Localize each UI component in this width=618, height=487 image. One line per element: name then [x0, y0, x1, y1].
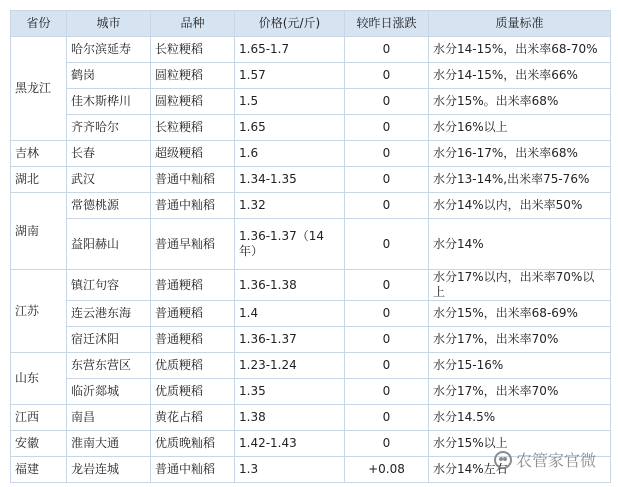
- change-cell: 0: [345, 353, 429, 379]
- price-cell: 1.35: [235, 379, 345, 405]
- price-cell: 1.36-1.37: [235, 327, 345, 353]
- change-cell: 0: [345, 115, 429, 141]
- city-cell: 哈尔滨延寿: [67, 37, 151, 63]
- table-row: [11, 353, 611, 379]
- change-cell: 0: [345, 37, 429, 63]
- price-cell: 1.38: [235, 405, 345, 431]
- variety-cell: 圆粒粳稻: [151, 89, 235, 115]
- quality-cell: 水分15-16%: [429, 353, 611, 379]
- variety-cell: 超级粳稻: [151, 141, 235, 167]
- province-cell: 福建: [11, 457, 67, 483]
- price-cell: 1.23-1.24: [235, 353, 345, 379]
- province-cell: 黑龙江: [11, 37, 67, 141]
- quality-cell: 水分14.5%: [429, 405, 611, 431]
- price-cell: 1.65: [235, 115, 345, 141]
- table-row: [11, 219, 611, 270]
- quality-cell: 水分17%，出米率70%: [429, 327, 611, 353]
- table-row: [11, 115, 611, 141]
- variety-cell: 普通中籼稻: [151, 167, 235, 193]
- city-cell: 南昌: [67, 405, 151, 431]
- price-cell: 1.65-1.7: [235, 37, 345, 63]
- table-row: [11, 141, 611, 167]
- quality-cell: 水分15%。出米率68%: [429, 89, 611, 115]
- table-row: [11, 270, 611, 301]
- city-cell: 宿迁沭阳: [67, 327, 151, 353]
- quality-cell: 水分15%，出米率68-69%: [429, 301, 611, 327]
- variety-cell: 圆粒粳稻: [151, 63, 235, 89]
- header-change: 较昨日涨跌: [345, 11, 429, 37]
- city-cell: 连云港东海: [67, 301, 151, 327]
- city-cell: 齐齐哈尔: [67, 115, 151, 141]
- table-row: [11, 379, 611, 405]
- price-cell: 1.42-1.43: [235, 431, 345, 457]
- change-cell: 0: [345, 379, 429, 405]
- variety-cell: 普通中籼稻: [151, 193, 235, 219]
- quality-cell: 水分14-15%，出米率66%: [429, 63, 611, 89]
- header-province: 省份: [11, 11, 67, 37]
- table-row: [11, 301, 611, 327]
- variety-cell: 普通中籼稻: [151, 457, 235, 483]
- price-cell: 1.5: [235, 89, 345, 115]
- change-cell: 0: [345, 63, 429, 89]
- variety-cell: 优质粳稻: [151, 353, 235, 379]
- change-cell: 0: [345, 405, 429, 431]
- table-row: [11, 431, 611, 457]
- change-cell: 0: [345, 89, 429, 115]
- header-price: 价格(元/斤): [235, 11, 345, 37]
- quality-cell: 水分14%: [429, 219, 611, 270]
- table-row: [11, 167, 611, 193]
- quality-cell: 水分14%以内，出米率50%: [429, 193, 611, 219]
- variety-cell: 优质晚籼稻: [151, 431, 235, 457]
- change-cell: 0: [345, 193, 429, 219]
- price-cell: 1.6: [235, 141, 345, 167]
- city-cell: 武汉: [67, 167, 151, 193]
- table-row: [11, 63, 611, 89]
- province-cell: 湖北: [11, 167, 67, 193]
- variety-cell: 黄花占稻: [151, 405, 235, 431]
- province-cell: 湖南: [11, 193, 67, 270]
- price-cell: 1.34-1.35: [235, 167, 345, 193]
- city-cell: 龙岩连城: [67, 457, 151, 483]
- table-row: [11, 327, 611, 353]
- quality-cell: 水分14%左右: [429, 457, 611, 483]
- variety-cell: 优质粳稻: [151, 379, 235, 405]
- watermark-text: 农管家官微: [515, 451, 596, 470]
- quality-cell: 水分14-15%，出米率68-70%: [429, 37, 611, 63]
- quality-cell: 水分16-17%，出米率68%: [429, 141, 611, 167]
- table-row: [11, 405, 611, 431]
- city-cell: 淮南大通: [67, 431, 151, 457]
- price-cell: 1.4: [235, 301, 345, 327]
- city-cell: 佳木斯桦川: [67, 89, 151, 115]
- city-cell: 东营东营区: [67, 353, 151, 379]
- table-row: [11, 193, 611, 219]
- change-cell: +0.08: [345, 457, 429, 483]
- quality-cell: 水分17%以内，出米率70%以上: [429, 270, 611, 301]
- variety-cell: 长粒粳稻: [151, 115, 235, 141]
- city-cell: 益阳赫山: [67, 219, 151, 270]
- change-cell: 0: [345, 327, 429, 353]
- city-cell: 鹤岗: [67, 63, 151, 89]
- quality-cell: 水分15%以上: [429, 431, 611, 457]
- header-variety: 品种: [151, 11, 235, 37]
- variety-cell: 普通粳稻: [151, 327, 235, 353]
- change-cell: 0: [345, 270, 429, 301]
- province-cell: 江西: [11, 405, 67, 431]
- change-cell: 0: [345, 219, 429, 270]
- province-cell: 吉林: [11, 141, 67, 167]
- quality-cell: 水分13-14%,出米率75-76%: [429, 167, 611, 193]
- change-cell: 0: [345, 301, 429, 327]
- price-cell: 1.3: [235, 457, 345, 483]
- city-cell: 临沂郯城: [67, 379, 151, 405]
- city-cell: 长春: [67, 141, 151, 167]
- variety-cell: 普通粳稻: [151, 270, 235, 301]
- quality-cell: 水分16%以上: [429, 115, 611, 141]
- table-row: [11, 457, 611, 483]
- change-cell: 0: [345, 141, 429, 167]
- quality-cell: 水分17%，出米率70%: [429, 379, 611, 405]
- table-row: [11, 89, 611, 115]
- table-row: [11, 37, 611, 63]
- price-cell: 1.32: [235, 193, 345, 219]
- variety-cell: 普通粳稻: [151, 301, 235, 327]
- city-cell: 常德桃源: [67, 193, 151, 219]
- variety-cell: 长粒粳稻: [151, 37, 235, 63]
- header-quality: 质量标准: [429, 11, 611, 37]
- price-table-container: [10, 10, 610, 483]
- price-cell: 1.36-1.38: [235, 270, 345, 301]
- header-row: [11, 11, 611, 37]
- province-cell: 山东: [11, 353, 67, 405]
- rice-price-table: [10, 10, 611, 483]
- change-cell: 0: [345, 431, 429, 457]
- price-cell: 1.57: [235, 63, 345, 89]
- price-cell: 1.36-1.37（14年）: [235, 219, 345, 270]
- province-cell: 江苏: [11, 270, 67, 353]
- variety-cell: 普通早籼稻: [151, 219, 235, 270]
- province-cell: 安徽: [11, 431, 67, 457]
- city-cell: 镇江句容: [67, 270, 151, 301]
- change-cell: 0: [345, 167, 429, 193]
- header-city: 城市: [67, 11, 151, 37]
